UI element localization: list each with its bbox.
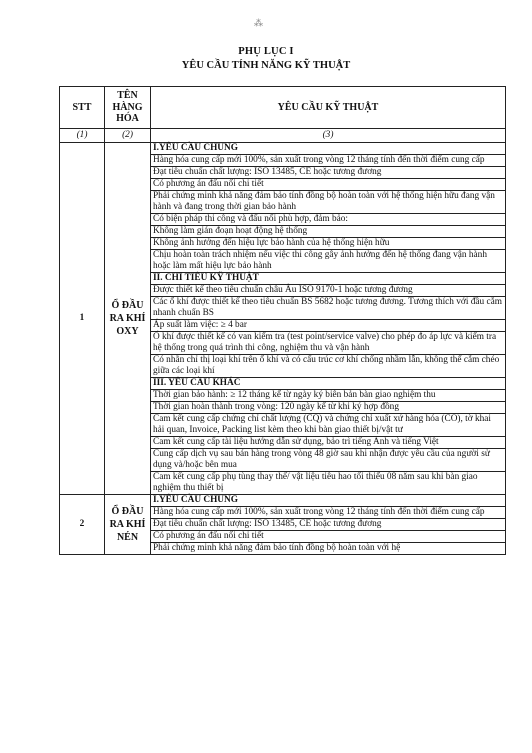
item-stt: 1: [60, 143, 105, 495]
table-row: [60, 143, 506, 155]
requirement-cell: Áp suất làm việc: ≥ 4 bar: [151, 320, 506, 332]
header-ten: TÊN HÀNG HÓA: [105, 87, 151, 129]
col-number: (3): [151, 129, 506, 143]
requirement-cell: Có nhãn chỉ thị loại khí trên ổ khí và có cấu trúc cơ khí chống nhầm lẫn, không thể cắm chéo giữa các loại khí: [151, 355, 506, 378]
requirement-cell: Đạt tiêu chuẩn chất lượng: ISO 13485, CE hoặc tương đương: [151, 167, 506, 179]
requirement-cell: Được thiết kế theo tiêu chuẩn châu Âu ISO 9170-1 hoặc tương đương: [151, 285, 506, 297]
header-stt: STT: [60, 87, 105, 129]
page-subtitle: YÊU CẦU TÍNH NĂNG KỸ THUẬT: [181, 60, 351, 71]
requirement-cell: Không ảnh hưởng đến hiệu lực bảo hành của hệ thống hiện hữu: [151, 238, 506, 250]
requirements-table: [59, 86, 506, 555]
page-title: PHỤ LỤC I: [238, 46, 294, 57]
requirement-cell: Cam kết cung cấp chứng chỉ chất lượng (CQ) và chứng chỉ xuất xứ hàng hóa (CO), tờ khai hải quan, Invoice, Packing list kèm theo khi bàn giao thiết bị/vật tư: [151, 414, 506, 437]
requirement-cell: Đạt tiêu chuẩn chất lượng: ISO 13485, CE hoặc tương đương: [151, 519, 506, 531]
requirement-cell: Thời gian hoàn thành trong vòng: 120 ngày kể từ khi ký hợp đồng: [151, 402, 506, 414]
section-heading: II. CHỈ TIÊU KỸ THUẬT: [151, 273, 506, 285]
requirement-cell: Cung cấp dịch vụ sau bán hàng trong vòng 48 giờ sau khi nhận được yêu cầu của người sử dụng và/hoặc bên mua: [151, 449, 506, 472]
section-heading: I.YÊU CẦU CHUNG: [151, 495, 506, 507]
requirement-cell: Có biện pháp thi công và đấu nối phù hợp, đảm bảo:: [151, 214, 506, 226]
requirement-cell: Phải chứng minh khả năng đảm bảo tính đồng bộ hoàn toàn với hệ thống hiện hữu đang vận hành và đang trong thời gian bảo hành: [151, 191, 506, 214]
requirement-cell: Cam kết cung cấp tài liệu hướng dẫn sử dụng, bảo trì tiếng Anh và tiếng Việt: [151, 437, 506, 449]
requirement-cell: Cam kết cung cấp phụ tùng thay thế/ vật liệu tiêu hao tối thiểu 08 năm sau khi bàn giao nghiệm thu thiết bị: [151, 472, 506, 495]
col-number: (1): [60, 129, 105, 143]
requirement-cell: Không làm gián đoạn hoạt động hệ thống: [151, 226, 506, 238]
section-heading: I.YÊU CẦU CHUNG: [151, 143, 506, 155]
item-stt: 2: [60, 495, 105, 555]
requirement-cell: Hàng hóa cung cấp mới 100%, sản xuất trong vòng 12 tháng tính đến thời điểm cung cấp: [151, 155, 506, 167]
requirement-cell: Thời gian bảo hành: ≥ 12 tháng kể từ ngày ký biên bản bàn giao nghiệm thu: [151, 390, 506, 402]
requirement-cell: Hàng hóa cung cấp mới 100%, sản xuất trong vòng 12 tháng tính đến thời điểm cung cấp: [151, 507, 506, 519]
header-yc: YÊU CẦU KỸ THUẬT: [151, 87, 506, 129]
requirement-cell: Có phương án đấu nối chi tiết: [151, 531, 506, 543]
requirement-cell: Có phương án đấu nối chi tiết: [151, 179, 506, 191]
requirement-cell: Phải chứng minh khả năng đảm bảo tính đồng bộ hoàn toàn với hệ: [151, 543, 506, 555]
requirement-cell: Chịu hoàn toàn trách nhiệm nếu việc thi công gây ảnh hưởng đến hệ thống đang vận hành hoặc làm mất hiệu lực bảo hành: [151, 250, 506, 273]
section-heading: III. YÊU CẦU KHÁC: [151, 378, 506, 390]
requirement-cell: Các ổ khí được thiết kế theo tiêu chuẩn BS 5682 hoặc tương đương. Tương thích với đầu cắm nhanh chuẩn BS: [151, 297, 506, 320]
item-name: Ổ ĐẦU RA KHÍ OXY: [105, 143, 151, 495]
scan-mark: ⁂: [254, 18, 263, 28]
item-name: Ổ ĐẦU RA KHÍ NÉN: [105, 495, 151, 555]
col-number: (2): [105, 129, 151, 143]
table-row: [60, 495, 506, 507]
requirement-cell: Ổ khí được thiết kế có van kiểm tra (test point/service valve) cho phép đo áp lực và kiểm tra hệ thống trong quá trình thi công, nghiệm thu và vận hành: [151, 332, 506, 355]
